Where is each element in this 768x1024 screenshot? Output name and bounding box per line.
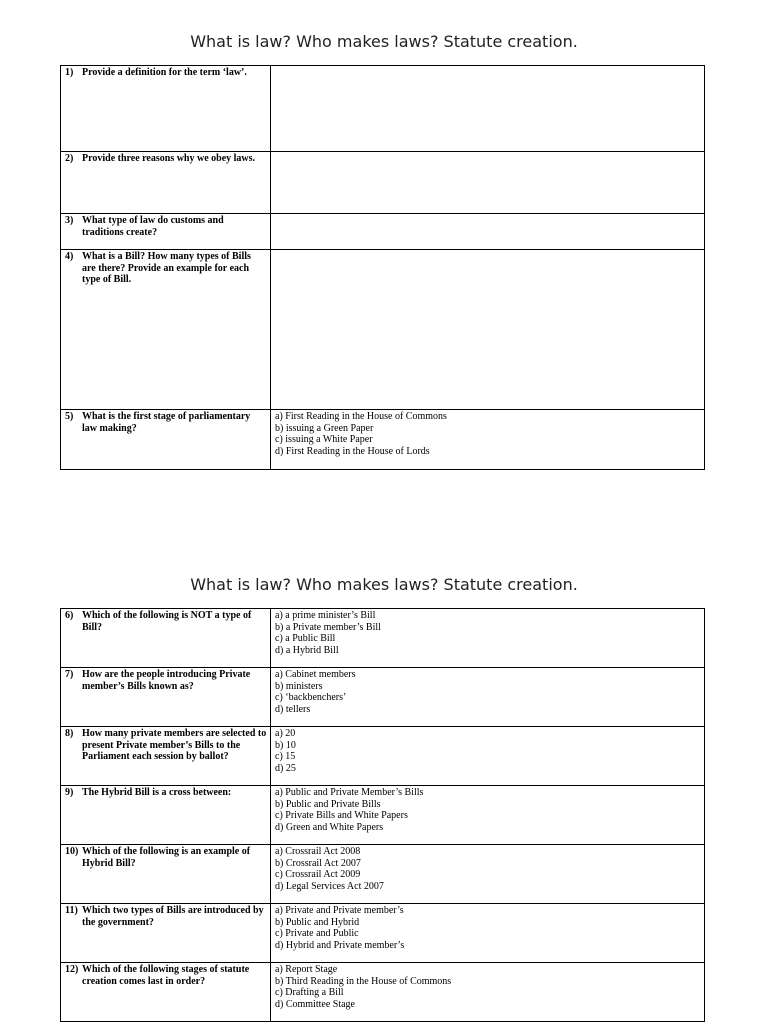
answer-option: b) Third Reading in the House of Commons [275,975,452,987]
answer-option: a) Private and Private member’s [275,905,404,916]
question-cell [61,786,271,845]
answer-option: d) Committee Stage [275,998,355,1010]
question-row [61,410,705,470]
answer-option: d) First Reading in the House of Lords [275,445,430,457]
answer-option: a) Public and Private Member’s Bills [275,787,424,798]
question-number: 12) [65,964,79,975]
question-row [61,214,705,250]
questions-table-2 [60,608,705,1022]
answer-option: b) a Private member’s Bill [275,621,381,633]
answer-options-cell [271,727,705,786]
answer-option: d) 25 [275,762,296,774]
answer-option: c) 15 [275,751,296,762]
question-row [61,668,705,727]
question-cell [61,410,271,470]
answer-option: a) 20 [275,728,296,739]
question-number: 10) [65,846,79,857]
answer-option: a) First Reading in the House of Commons [275,411,447,422]
question-number: 1) [65,67,74,78]
question-text: How many private members are selected to present Private member’s Bills to the Parliament each session by ballot? [82,728,267,762]
question-text: Provide a definition for the term ‘law’. [82,67,247,78]
answer-option: a) Cabinet members [275,669,356,680]
question-number: 4) [65,251,74,262]
question-text: What is the first stage of parliamentary law making? [82,411,251,434]
question-text: What is a Bill? How many types of Bills are there? Provide an example for each type of Bill. [82,251,251,285]
question-row [61,609,705,668]
questions-table-1 [60,65,705,470]
worksheet-title-1: What is law? Who makes laws? Statute creation. [190,32,578,51]
answer-option: a) a prime minister’s Bill [275,610,376,621]
question-text: Which two types of Bills are introduced by the government? [82,905,264,928]
question-text: Which of the following stages of statute creation comes last in order? [82,964,250,987]
answer-option: b) 10 [275,739,296,751]
worksheet-title-2: What is law? Who makes laws? Statute creation. [190,575,578,594]
question-cell [61,845,271,904]
question-text: The Hybrid Bill is a cross between: [82,787,232,798]
answer-option: b) ministers [275,680,323,692]
answer-option: d) Legal Services Act 2007 [275,880,384,892]
answer-option: c) Private and Public [275,928,359,939]
question-row [61,845,705,904]
question-text: Which of the following is an example of Hybrid Bill? [82,846,251,869]
answer-option: c) Crossrail Act 2009 [275,869,361,880]
question-row [61,66,705,152]
answer-option: d) Green and White Papers [275,821,384,833]
answer-option: c) a Public Bill [275,633,336,644]
answer-option: d) a Hybrid Bill [275,644,339,656]
answer-option: b) Crossrail Act 2007 [275,857,361,869]
question-cell [61,668,271,727]
question-number: 3) [65,215,74,226]
answer-options-cell [271,609,705,668]
answer-option: d) Hybrid and Private member’s [275,939,405,951]
answer-option: b) Public and Private Bills [275,798,381,810]
answer-option: c) Drafting a Bill [275,987,344,998]
question-cell [61,963,271,1022]
question-number: 5) [65,411,74,422]
question-text: Provide three reasons why we obey laws. [82,153,256,164]
answer-option: c) Private Bills and White Papers [275,810,408,821]
answer-option: a) Report Stage [275,964,338,975]
question-number: 9) [65,787,74,798]
question-row [61,786,705,845]
question-cell [61,250,271,410]
answer-box[interactable] [271,152,705,214]
answer-box[interactable] [271,250,705,410]
question-number: 8) [65,728,74,739]
answer-options-cell [271,668,705,727]
answer-options-cell [271,410,705,470]
answer-options-cell [271,786,705,845]
question-number: 7) [65,669,74,680]
answer-options-cell [271,963,705,1022]
question-row [61,250,705,410]
answer-option: b) Public and Hybrid [275,916,360,928]
question-cell [61,152,271,214]
question-number: 6) [65,610,74,621]
question-row [61,152,705,214]
answer-option: a) Crossrail Act 2008 [275,846,361,857]
question-text: How are the people introducing Private member’s Bills known as? [82,669,251,692]
question-cell [61,214,271,250]
question-cell [61,904,271,963]
answer-option: b) issuing a Green Paper [275,422,374,434]
question-cell [61,609,271,668]
question-cell [61,66,271,152]
question-number: 11) [65,905,78,916]
answer-options-cell [271,845,705,904]
question-number: 2) [65,153,74,164]
question-row [61,904,705,963]
question-text: Which of the following is NOT a type of Bill? [82,610,252,633]
answer-box[interactable] [271,214,705,250]
answer-options-cell [271,904,705,963]
question-row [61,727,705,786]
question-text: What type of law do customs and traditions create? [82,215,224,238]
question-cell [61,727,271,786]
question-row [61,963,705,1022]
answer-option: c) issuing a White Paper [275,434,373,445]
answer-option: d) tellers [275,703,311,715]
answer-option: c) ‘backbenchers’ [275,692,347,703]
answer-box[interactable] [271,66,705,152]
